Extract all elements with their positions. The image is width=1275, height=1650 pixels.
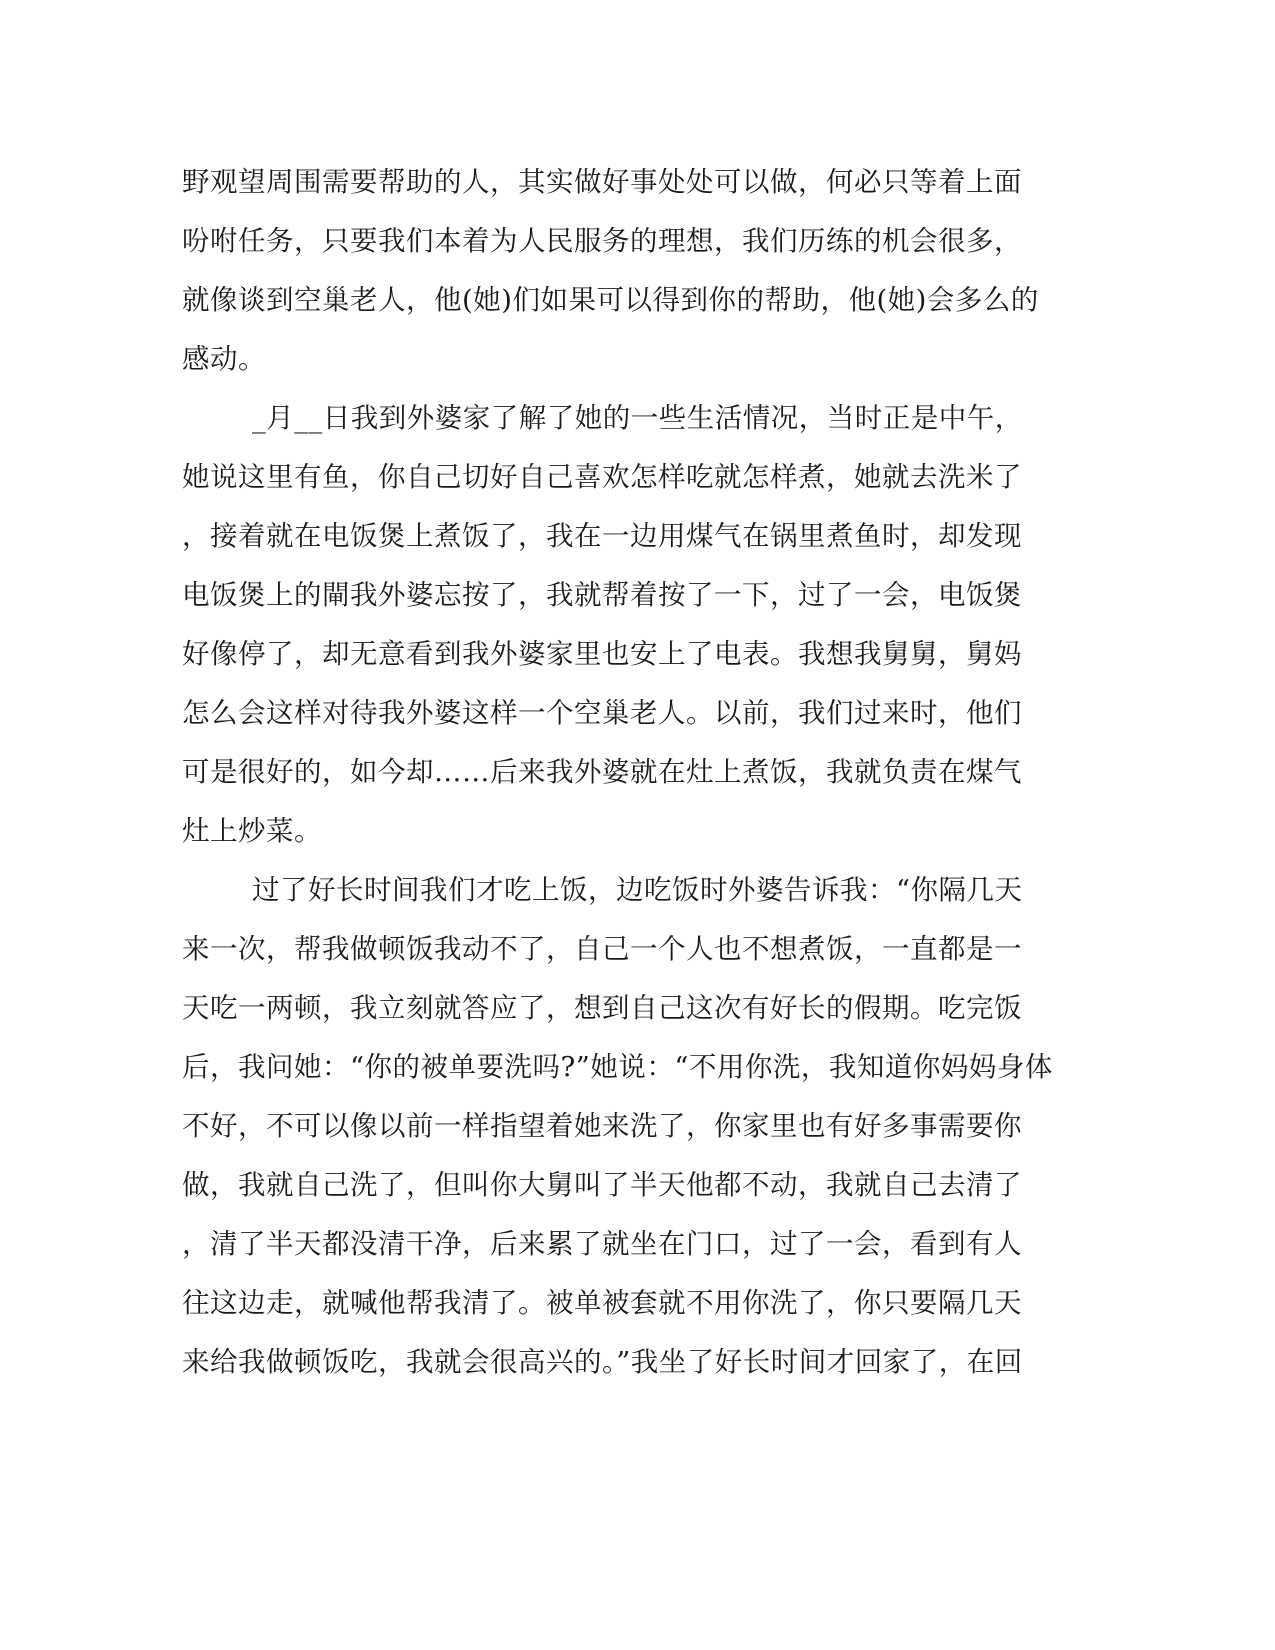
text-line: 就像谈到空巢老人，他(她)们如果可以得到你的帮助，他(她)会多么的	[182, 284, 1039, 316]
text-line: 做，我就自己洗了，但叫你大舅叫了半天他都不动，我就自己去清了	[182, 1169, 1022, 1201]
text-line: 来一次，帮我做顿饭我动不了，自己一个人也不想煮饭，一直都是一	[182, 933, 1022, 965]
paragraph-2	[182, 389, 1042, 861]
paragraph-1	[182, 153, 1042, 389]
text-line: 灶上炒菜。	[182, 815, 322, 847]
text-line: 往这边走，就喊他帮我清了。被单被套就不用你洗了，你只要隔几天	[182, 1287, 1022, 1319]
text-line: 可是很好的，如今却……后来我外婆就在灶上煮饭，我就负责在煤气	[182, 756, 1022, 788]
text-line: 后，我问她：“你的被单要洗吗?”她说：“不用你洗，我知道你妈妈身体	[182, 1051, 1053, 1083]
text-line: _月__日我到外婆家了解了她的一些生活情况，当时正是中午，	[252, 402, 1023, 434]
text-line: 感动。	[182, 343, 266, 375]
text-line: 过了好长时间我们才吃上饭，边吃饭时外婆告诉我：“你隔几天	[252, 874, 1023, 906]
text-line: 吩咐任务，只要我们本着为人民服务的理想，我们历练的机会很多，	[182, 225, 1022, 257]
paragraph-3	[182, 861, 1053, 1392]
text-line: 野观望周围需要帮助的人，其实做好事处处可以做，何必只等着上面	[182, 166, 1022, 198]
document-body	[182, 153, 1053, 1392]
text-line: 好像停了，却无意看到我外婆家里也安上了电表。我想我舅舅，舅妈	[182, 638, 1022, 670]
text-line: 怎么会这样对待我外婆这样一个空巢老人。以前，我们过来时，他们	[182, 697, 1022, 729]
text-line: 她说这里有鱼，你自己切好自己喜欢怎样吃就怎样煮，她就去洗米了	[182, 461, 1022, 493]
text-line: 天吃一两顿，我立刻就答应了，想到自己这次有好长的假期。吃完饭	[182, 992, 1022, 1024]
text-line: ，接着就在电饭煲上煮饭了，我在一边用煤气在锅里煮鱼时，却发现	[182, 520, 1022, 552]
text-line: 来给我做顿饭吃，我就会很高兴的。”我坐了好长时间才回家了，在回	[182, 1346, 1023, 1378]
text-line: 电饭煲上的閘我外婆忘按了，我就帮着按了一下，过了一会，电饭煲	[182, 579, 1022, 611]
text-line: 不好，不可以像以前一样指望着她来洗了，你家里也有好多事需要你	[182, 1110, 1022, 1142]
text-line: ，清了半天都没清干净，后来累了就坐在门口，过了一会，看到有人	[182, 1228, 1022, 1260]
